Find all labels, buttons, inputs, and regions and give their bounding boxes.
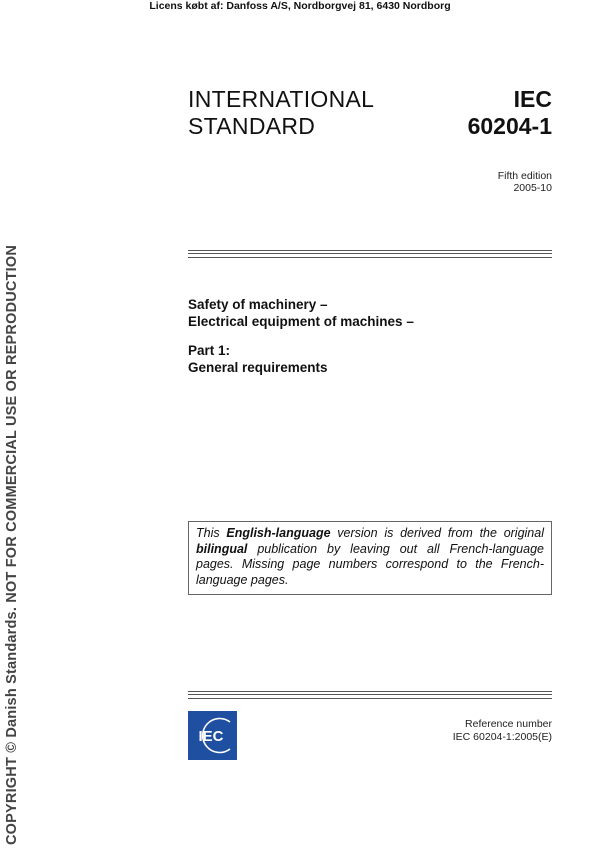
standard-org: IEC: [513, 86, 552, 112]
license-line: Licens købt af: Danfoss A/S, Nordborgvej 81, 6430 Nordborg: [149, 0, 451, 12]
document-type-line2: STANDARD: [188, 113, 316, 139]
edition-label: Fifth edition: [497, 170, 552, 182]
edition-date: 2005-10: [513, 182, 552, 194]
edition-info: [498, 170, 552, 194]
logo-text: IEC: [198, 728, 224, 745]
notice-text-2: version is derived from the original: [330, 526, 544, 540]
iec-logo-icon: [188, 711, 237, 760]
document-type-line1: INTERNATIONAL: [188, 86, 375, 112]
notice-bold-bilingual: bilingual: [196, 541, 248, 556]
title-line1: Safety of machinery –: [188, 297, 328, 312]
title-part: Part 1:: [188, 343, 231, 358]
iec-logo: [188, 711, 237, 760]
document-type: [188, 86, 374, 140]
reference-info: [453, 718, 552, 743]
bottom-divider: [188, 691, 552, 699]
title-line2: Electrical equipment of machines –: [188, 314, 414, 329]
top-divider: [188, 250, 552, 258]
title-subtitle: General requirements: [188, 360, 328, 375]
language-notice-box: [188, 521, 552, 595]
copyright-watermark: COPYRIGHT © Danish Standards. NOT FOR COMMERCIAL USE OR REPRODUCTION: [4, 244, 20, 845]
standard-identifier: [468, 86, 552, 140]
notice-text-1: This: [196, 526, 227, 540]
standard-number: 60204-1: [467, 113, 552, 139]
document-title: [188, 296, 414, 376]
notice-text-3: publication by leaving out all French-language pages. Missing page numbers correspond to the French-language pages.: [196, 541, 544, 587]
notice-bold-english: English-language: [226, 526, 331, 540]
reference-number: IEC 60204-1:2005(E): [452, 730, 552, 743]
reference-label: Reference number: [465, 718, 552, 730]
